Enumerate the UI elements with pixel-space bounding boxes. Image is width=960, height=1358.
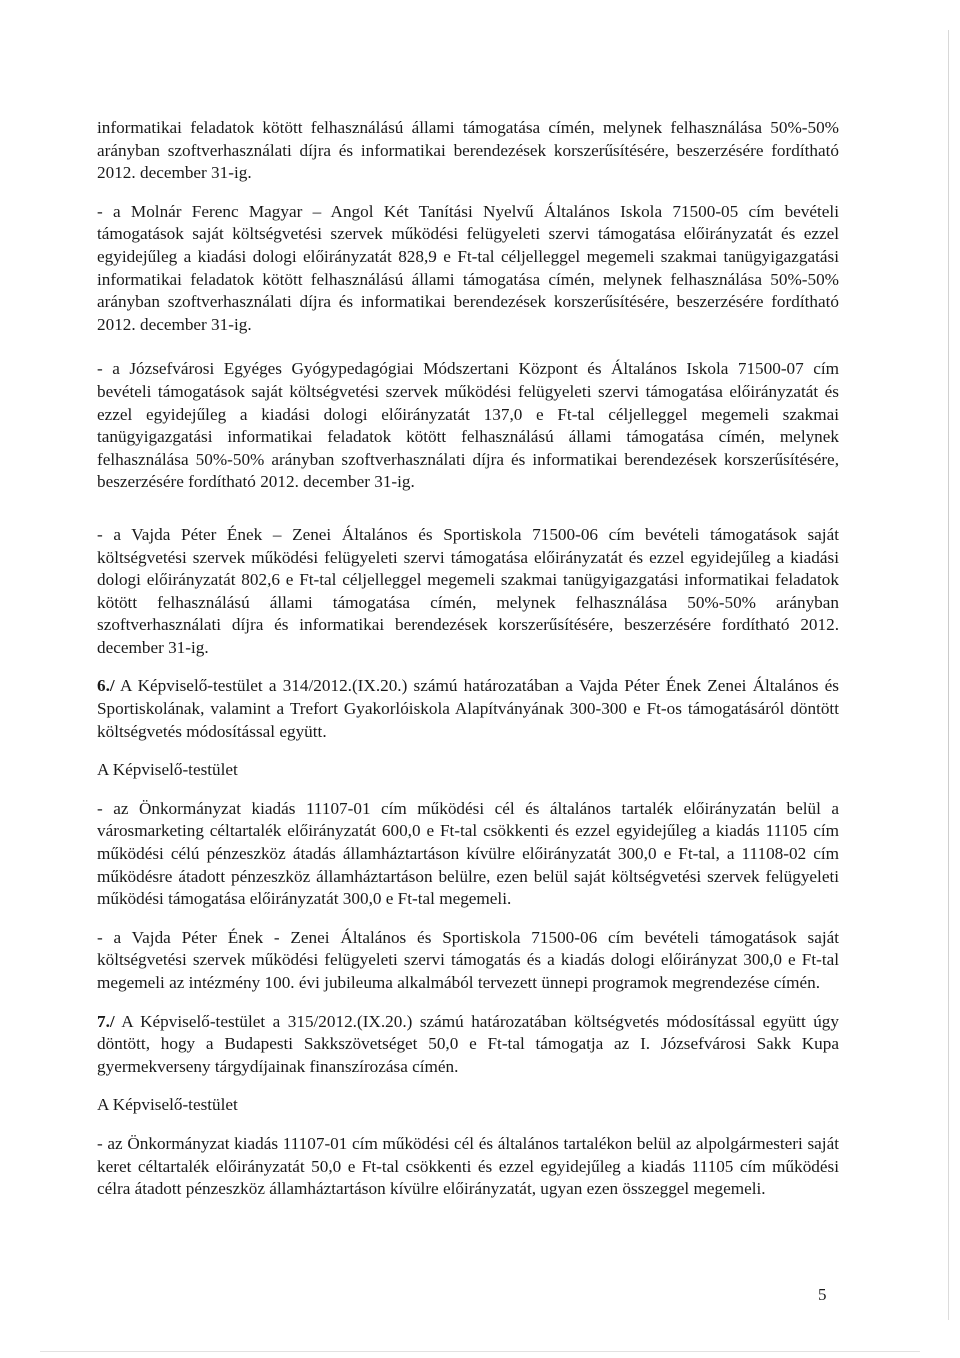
paragraph: informatikai feladatok kötött felhasználású állami támogatása címén, melynek felhasználása 50%-50% arányban szoftverhasználati díjra és informatikai berendezések korszerűsítésére, beszerzésére fordítható 2012. december 31-ig.	[97, 118, 839, 183]
paragraph: - a Józsefvárosi Egyéges Gyógypedagógiai Módszertani Központ és Általános Iskola 71500-07 cím bevételi támogatások saját költségvetési szervek működési felügyeleti szervi támogatása előirányzatát és ezzel egyidejűleg a kiadási dologi előirányzatát 137,0 e Ft-tal céljelleggel megemeli szakmai tanügyigazgatási informatikai feladatok kötött felhasználású állami támogatása címén, melynek felhasználása 50%-50% arányban szoftverhasználati díjra és informatikai berendezések korszerűsítésére, beszerzésére fordítható 2012. december 31-ig.	[97, 359, 839, 492]
document-body	[97, 117, 839, 1201]
page-number: 5	[818, 1285, 827, 1304]
section-6-item: - a Vajda Péter Ének - Zenei Általános és Sportiskola 71500-06 cím bevételi támogatások saját költségvetési szervek működési felügyeleti szervi támogatás és a kiadás dologi előirányzat 300,0 e Ft-tal megemeli az intézmény 100. évi jubileuma alkalmából tervezett ünnepi programok megrendezése címén.	[97, 927, 839, 992]
section-7-text: A Képviselő-testület a 315/2012.(IX.20.) számú határozatában költségvetés módosítással együtt úgy döntött, hogy a Budapesti Sakkszövetséget 50,0 e Ft-tal támogatja az I. Józsefvárosi Sakk Kupa gyermekverseny tárgydíjainak finanszírozása címén.	[97, 1011, 839, 1076]
section-7-intro	[97, 1011, 839, 1079]
section-7-item: - az Önkormányzat kiadás 11107-01 cím működési cél és általános tartalékon belül az alpolgármesteri saját keret céltartalék előirányzatát 50,0 e Ft-tal csökkenti és ezzel egyidejűleg a kiadás 11105 cím működési célra átadott pénzeszköz államháztartáson kívülre előirányzatát, ugyan ezen összeggel megemeli.	[97, 1133, 839, 1199]
section-7-number: 7./	[97, 1011, 115, 1031]
section-6-number: 6./	[97, 676, 115, 696]
scan-edge-bottom	[40, 1351, 920, 1352]
section-6-body-title: A Képviselő-testület	[97, 760, 238, 780]
paragraph: - a Vajda Péter Ének – Zenei Általános és Sportiskola 71500-06 cím bevételi támogatások saját költségvetési szervek működési felügyeleti szervi támogatása előirányzatát és ezzel egyidejűleg a kiadási dologi előirányzatát 802,6 e Ft-tal céljelleggel megemeli szakmai tanügyigazgatási informatikai feladatok kötött felhasználású állami támogatása címén, melynek felhasználása 50%-50% arányban szoftverhasználati díjra és informatikai berendezések korszerűsítésére, beszerzésére fordítható 2012. december 31-ig.	[97, 524, 839, 657]
section-7-body-title: A Képviselő-testület	[97, 1095, 238, 1115]
section-6-intro	[97, 675, 839, 743]
paragraph: - a Molnár Ferenc Magyar – Angol Két Tanítási Nyelvű Általános Iskola 71500-05 cím bevételi támogatások saját költségvetési szervek működési felügyeleti szervi támogatása előirányzatát és ezzel egyidejűleg a kiadási dologi előirányzatát 828,9 e Ft-tal céljelleggel megemeli szakmai tanügyigazgatási informatikai feladatok kötött felhasználású állami támogatása címén, melynek felhasználása 50%-50% arányban szoftverhasználati díjra és informatikai berendezések korszerűsítésére, beszerzésére fordítható 2012. december 31-ig.	[97, 201, 839, 334]
section-6-item: - az Önkormányzat kiadás 11107-01 cím működési cél és általános tartalék előirányzatán belül a városmarketing céltartalék előirányzatát 600,0 e Ft-tal csökkenti és ezzel egyidejűleg a kiadás 11105 cím működési célú pénzeszköz átadás államháztartáson kívülre előirányzatát 300,0 e Ft-tal, a 11108-02 cím működésre átadott pénzeszköz államháztartáson belülre, ezen belül saját költségvetési szervek felügyeleti működési támogatása előirányzatát 300,0 e Ft-tal megemeli.	[97, 798, 839, 909]
section-6-text: A Képviselő-testület a 314/2012.(IX.20.) számú határozatában a Vajda Péter Ének Zenei Általános és Sportiskolának, valamint a Trefort Gyakorlóiskola Alapítványának 300-300 e Ft-os támogatásáról döntött költségvetés módosítással együtt.	[97, 676, 839, 741]
scan-edge-right	[948, 30, 949, 1320]
